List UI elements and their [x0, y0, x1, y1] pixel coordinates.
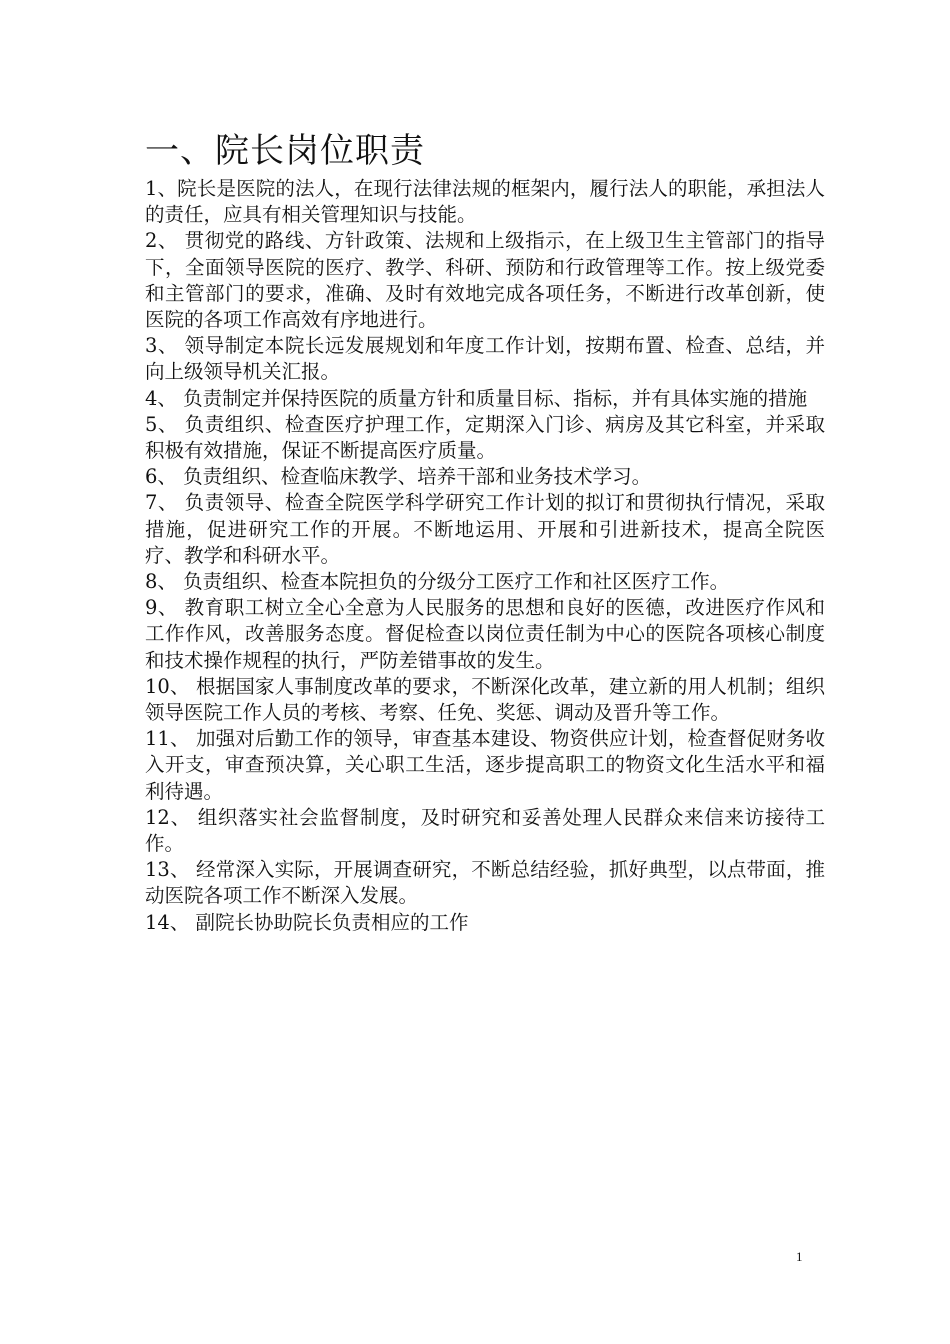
- duty-list: [145, 176, 825, 936]
- duty-item-5: 5、 负责组织、检查医疗护理工作，定期深入门诊、病房及其它科室，并采取积极有效措施，保证不断提高医疗质量。: [145, 412, 825, 463]
- duty-item-14: 14、 副院长协助院长负责相应的工作: [145, 910, 469, 934]
- duty-item-1: 1、院长是医院的法人，在现行法律法规的框架内，履行法人的职能，承担法人的责任，应具有相关管理知识与技能。: [145, 177, 825, 227]
- page-number: 1: [796, 1249, 803, 1264]
- document-content: [145, 128, 825, 936]
- duty-item-13: 13、 经常深入实际，开展调查研究，不断总结经验，抓好典型，以点带面，推动医院各项工作不断深入发展。: [145, 858, 825, 908]
- duty-item-11: 11、 加强对后勤工作的领导，审查基本建设、物资供应计划，检查督促财务收入开支，审查预决算，关心职工生活，逐步提高职工的物资文化生活水平和福利待遇。: [145, 727, 825, 803]
- duty-item-2: 2、 贯彻党的路线、方针政策、法规和上级指示，在上级卫生主管部门的指导下，全面领导医院的医疗、教学、科研、预防和行政管理等工作。按上级党委和主管部门的要求，准确、及时有效地完成各项任务，不断进行改革创新，使医院的各项工作高效有序地进行。: [145, 229, 825, 332]
- duty-item-9: 9、 教育职工树立全心全意为人民服务的思想和良好的医德，改进医疗作风和工作作风，改善服务态度。督促检查以岗位责任制为中心的医院各项核心制度和技术操作规程的执行，严防差错事故的发生。: [145, 596, 825, 672]
- duty-item-8: 8、 负责组织、检查本院担负的分级分工医疗工作和社区医疗工作。: [145, 570, 730, 594]
- duty-item-3: 3、 领导制定本院长远发展规划和年度工作计划，按期布置、检查、总结，并向上级领导机关汇报。: [145, 334, 825, 384]
- duty-item-6: 6、 负责组织、检查临床教学、培养干部和业务技术学习。: [145, 465, 652, 489]
- document-title: 一、院长岗位职责: [145, 131, 425, 171]
- duty-item-10: 10、 根据国家人事制度改革的要求，不断深化改革，建立新的用人机制；组织领导医院工作人员的考核、考察、任免、奖惩、调动及晋升等工作。: [145, 674, 825, 725]
- duty-item-12: 12、 组织落实社会监督制度，及时研究和妥善处理人民群众来信来访接待工作。: [145, 805, 825, 856]
- duty-item-4: 4、 负责制定并保持医院的质量方针和质量目标、指标，并有具体实施的措施: [145, 386, 808, 410]
- duty-item-7: 7、 负责领导、检查全院医学科学研究工作计划的拟订和贯彻执行情况，采取措施，促进研究工作的开展。不断地运用、开展和引进新技术，提高全院医疗、教学和科研水平。: [145, 491, 825, 567]
